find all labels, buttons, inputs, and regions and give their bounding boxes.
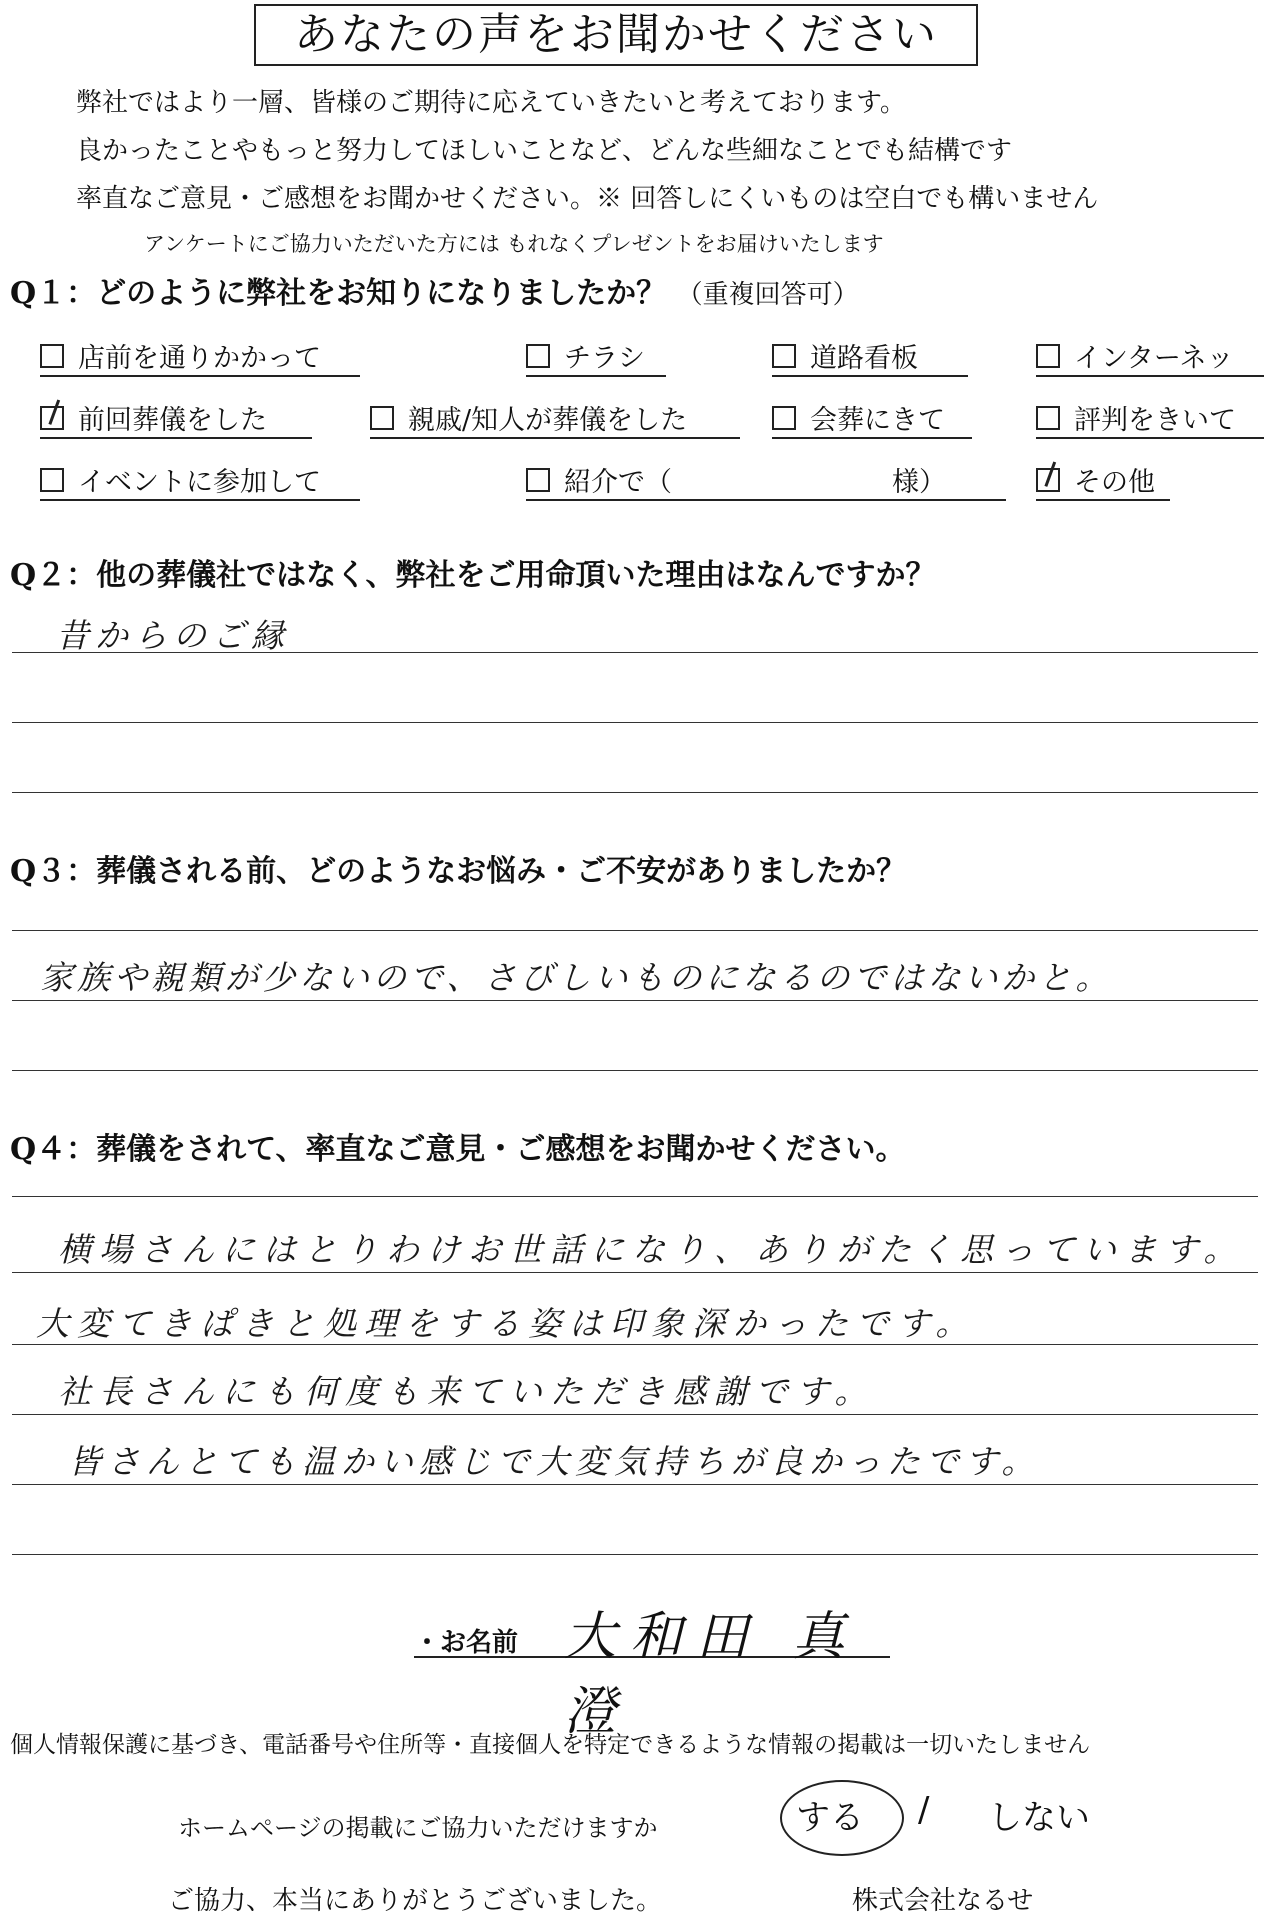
q1-option-previous-funeral[interactable] [40, 398, 312, 439]
q4-label: Q４：葬儀をされて、率直なご意見・ご感想をお聞かせください。 [10, 1132, 906, 1167]
q1-note: （重複回答可） [676, 280, 859, 310]
intro-line-3: 率直なご意見・ご感想をお聞かせください。※ 回答しにくいものは空白でも構いません [76, 184, 1099, 214]
checkbox[interactable] [1036, 406, 1060, 430]
q2-label: Q２：他の葬儀社ではなく、弊社をご用命頂いた理由はなんですか？ [10, 558, 936, 593]
option-label: 評判をきいて [1074, 405, 1236, 436]
q3-answer: 家族や親類が少ないので、さびしいものになるのではないかと。 [40, 958, 1113, 997]
checkbox[interactable] [40, 468, 64, 492]
q1-option-relative-funeral[interactable] [370, 398, 740, 439]
q4-answer-line-2: 大変てきぱきと処理をする姿は印象深かったです。 [36, 1304, 977, 1343]
intro-line-2: 良かったことやもっと努力してほしいことなど、どんな些細なことでも結構です [76, 136, 1013, 166]
checkbox[interactable] [40, 344, 64, 368]
consent-slash: / [918, 1790, 930, 1830]
q1-option-flyer[interactable] [526, 336, 666, 377]
answer-line [12, 930, 1258, 931]
consent-yes[interactable]: する [796, 1798, 864, 1838]
checkbox[interactable] [772, 344, 796, 368]
answer-line [12, 1272, 1258, 1273]
q1-option-event[interactable] [40, 460, 360, 501]
hp-question: ホームページの掲載にご協力いただけますか [178, 1814, 658, 1842]
option-label: 会葬にきて [810, 405, 945, 436]
q1-option-road-sign[interactable] [772, 336, 968, 377]
checkbox-checked[interactable] [1036, 468, 1060, 492]
q1-option-other[interactable] [1036, 460, 1170, 501]
page-title: あなたの声をお聞かせください [254, 4, 978, 66]
option-label-suffix: 様） [892, 467, 946, 498]
checkbox[interactable] [526, 344, 550, 368]
answer-line [12, 1196, 1258, 1197]
answer-line [12, 1000, 1258, 1001]
company-name: 株式会社なるせ [852, 1886, 1034, 1916]
option-label: 店前を通りかかって [78, 343, 321, 374]
checkbox[interactable] [526, 468, 550, 492]
q1-label [10, 268, 859, 312]
intro-line-4: アンケートにご協力いただいた方には もれなくプレゼントをお届けいたします [144, 232, 884, 256]
answer-line [12, 1484, 1258, 1485]
option-label: 親戚/知人が葬儀をした [408, 405, 688, 436]
intro-line-1: 弊社ではより一層、皆様のご期待に応えていきたいと考えております。 [76, 88, 906, 118]
option-label: 道路看板 [810, 343, 918, 374]
answer-line [12, 1070, 1258, 1071]
checkbox-checked[interactable] [40, 406, 64, 430]
option-label: チラシ [564, 343, 645, 374]
q2-answer: 昔からのご縁 [56, 616, 290, 655]
option-label: 前回葬儀をした [78, 405, 267, 436]
q1-option-storefront[interactable] [40, 336, 360, 377]
answer-line [12, 1414, 1258, 1415]
name-signature: 大和田 真澄 [564, 1607, 859, 1742]
name-field[interactable] [414, 1600, 890, 1742]
q3-label: Q３：葬儀される前、どのようなお悩み・ご不安がありましたか？ [10, 854, 907, 889]
checkbox[interactable] [1036, 344, 1060, 368]
q1-option-referral[interactable] [526, 460, 1006, 501]
q4-answer-line-4: 皆さんとても温かい感じで大変気持ちが良かったです。 [68, 1442, 1041, 1481]
thanks-text: ご協力、本当にありがとうございました。 [168, 1886, 663, 1916]
answer-line [12, 1344, 1258, 1345]
answer-line [12, 652, 1258, 653]
checkbox[interactable] [772, 406, 796, 430]
privacy-notice: 個人情報保護に基づき、電話番号や住所等・直接個人を特定できるような情報の掲載は一切いたしません [10, 1732, 1091, 1758]
option-label: インターネッ [1074, 343, 1234, 374]
consent-no[interactable]: しない [988, 1798, 1090, 1838]
option-label: イベントに参加して [78, 467, 321, 498]
option-label: 紹介で（ [564, 467, 672, 498]
q1-question: Q１：どのように弊社をお知りになりましたか？ [10, 276, 667, 311]
option-label: その他 [1074, 467, 1155, 498]
name-label: ・お名前 [414, 1628, 519, 1658]
q4-answer-line-3: 社長さんにも何度も来ていただき感謝です。 [58, 1372, 876, 1411]
answer-line [12, 1554, 1258, 1555]
q1-option-attended-funeral[interactable] [772, 398, 972, 439]
answer-line [12, 722, 1258, 723]
q1-option-reputation[interactable] [1036, 398, 1264, 439]
q1-option-internet[interactable] [1036, 336, 1264, 377]
checkbox[interactable] [370, 406, 394, 430]
answer-line [12, 792, 1258, 793]
q4-answer-line-1: 横場さんにはとりわけお世話になり、ありがたく思っています。 [58, 1230, 1245, 1269]
